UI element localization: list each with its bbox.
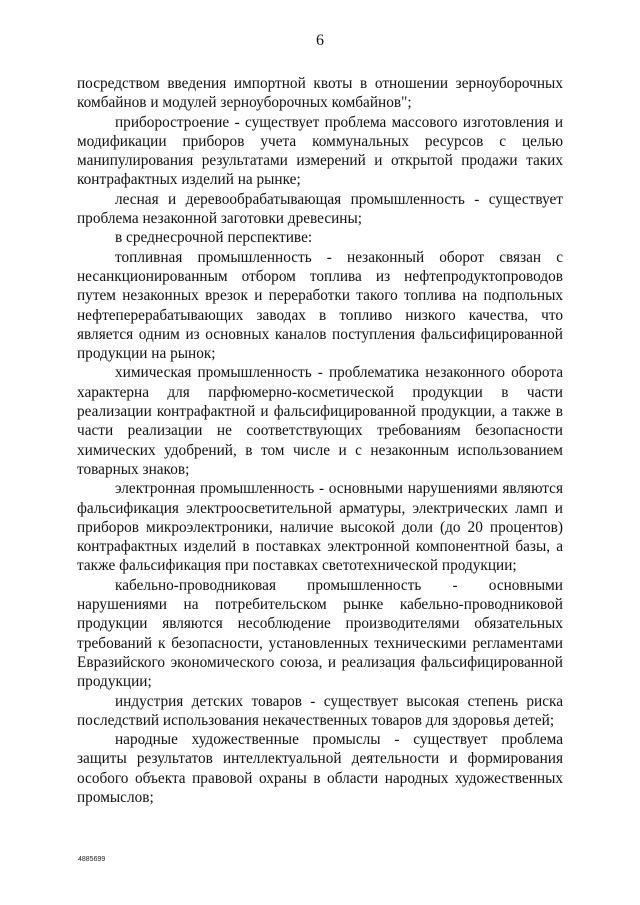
paragraph-chemical-industry: химическая промышленность - проблематика незаконного оборота характерна для парфюмерно-косметической продукции в части реализации контрафактной и фальсифицированной продукции, а также в части реализации не соответствующих требованиям безопасности химических удобрений, в том числе и с незаконным использованием товарных знаков; xyxy=(77,364,563,478)
paragraph-medium-term-heading: в среднесрочной перспективе: xyxy=(115,229,313,247)
paragraph-instrument-making: приборостроение - существует проблема массового изготовления и модификации приборов учета коммунальных ресурсов с целью манипулирования результатами измерений и открытой продажи таких контрафактных изделий на рынке; xyxy=(77,113,563,189)
document-body xyxy=(77,74,563,807)
paragraph-cable-industry: кабельно-проводниковая промышленность - основными нарушениями на потребительском рынке кабельно-проводниковой продукции являются несоблюдение производителями обязательных требований к безопасности, установленных техническими регламентами Евразийского экономического союза, и реализация фальсифицированной продукции; xyxy=(77,576,563,691)
paragraph-forestry: лесная и деревообрабатывающая промышленность - существует проблема незаконной заготовки древесины; xyxy=(77,190,563,228)
paragraph-fuel-industry: топливная промышленность - незаконный оборот связан с несанкционированным отбором топлива из нефтепродуктопроводов путем незаконных врезок и переработки такого топлива на подпольных нефтеперерабатывающих заводах в топливо низкого качества, что является одним из основных каналов поступления фальсифицированной продукции на рынок; xyxy=(77,248,563,363)
paragraph-harvester-quota: посредством введения импортной квоты в отношении зерноуборочных комбайнов и модулей зерноуборочных комбайнов"; xyxy=(77,75,563,112)
page-number: 6 xyxy=(316,32,324,49)
paragraph-children-goods: индустрия детских товаров - существует высокая степень риска последствий использования некачественных товаров для здоровья детей; xyxy=(77,692,563,729)
paragraph-electronics-industry: электронная промышленность - основными нарушениями являются фальсификация электроосветительной арматуры, электрических ламп и приборов микроэлектроники, наличие высокой доли (до 20 процентов) контрафактных изделий в поставках электронной компонентной базы, а также фальсификация при поставках светотехнической продукции; xyxy=(77,480,563,575)
paragraph-folk-crafts: народные художественные промыслы - существует проблема защиты результатов интеллектуальной деятельности и формирования особого объекта правовой охраны в области народных художественных промыслов; xyxy=(77,731,563,806)
document-code: 4885699 xyxy=(78,856,106,863)
